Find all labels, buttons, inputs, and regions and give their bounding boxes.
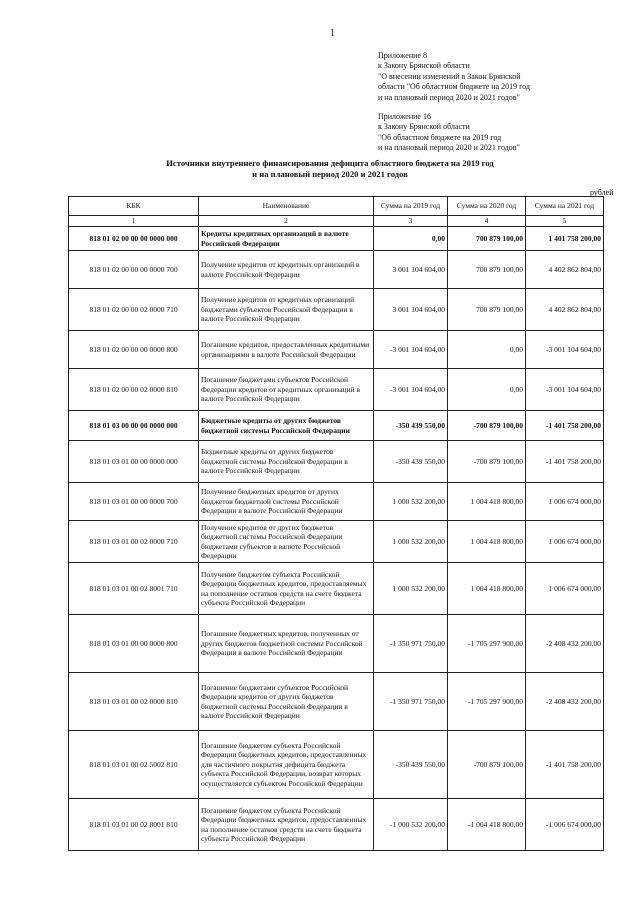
financing-sources-table [68, 196, 604, 851]
name-cell: Получение кредитов от кредитных организаций в валюте Российской Федерации [199, 251, 374, 289]
table-row [69, 441, 604, 483]
header-sum-2019: Сумма на 2019 год [374, 197, 448, 216]
table-row [69, 731, 604, 799]
sum-2021-cell: 4 402 862 804,00 [526, 251, 604, 289]
sum-2020-cell: -1 004 418 800,00 [448, 799, 526, 851]
name-cell: Получение бюджетных кредитов от других бюджетов бюджетной системы Российской Федерации в валюте Российской Федерации [199, 483, 374, 521]
document-title [150, 158, 510, 180]
name-cell: Погашение бюджетами субъектов Российской Федерации кредитов от других бюджетов бюджетной системы Российской Федерации в валюте Российской Федерации [199, 673, 374, 731]
column-number: 4 [448, 216, 526, 227]
kbk-cell: 818 01 02 00 00 00 0000 800 [69, 331, 199, 369]
sum-2019-cell: 0,00 [374, 227, 448, 251]
title-line: и на плановый период 2020 и 2021 годов [252, 169, 408, 179]
name-cell: Погашение бюджетом субъекта Российской Федерации бюджетных кредитов, предоставленных на пополнение остатков средств на счете бюджета субъекта Российской Федерации [199, 799, 374, 851]
appendix-16-line: к Закону Брянской области [378, 122, 470, 132]
sum-2021-cell: 1 006 674 000,00 [526, 483, 604, 521]
sum-2020-cell: 1 004 418 800,00 [448, 563, 526, 615]
sum-2019-cell: -350 439 550,00 [374, 731, 448, 799]
sum-2019-cell: 1 000 532 200,00 [374, 521, 448, 563]
appendix-16-line: и на плановый период 2020 и 2021 годов" [378, 143, 520, 153]
sum-2020-cell: 0,00 [448, 331, 526, 369]
table-row [69, 483, 604, 521]
kbk-cell: 818 01 02 00 00 00 0000 000 [69, 227, 199, 251]
kbk-cell: 818 01 03 01 00 02 5002 810 [69, 731, 199, 799]
kbk-cell: 818 01 03 01 00 02 8001 810 [69, 799, 199, 851]
sum-2021-cell: -2 408 432 200,00 [526, 615, 604, 673]
sum-2019-cell: -350 439 550,00 [374, 441, 448, 483]
column-number: 2 [199, 216, 374, 227]
table-row [69, 289, 604, 331]
table-row [69, 227, 604, 251]
sum-2019-cell: -3 001 104 604,00 [374, 331, 448, 369]
sum-2020-cell: -1 705 297 900,00 [448, 615, 526, 673]
table-header-row [69, 197, 604, 216]
sum-2021-cell: -1 401 758 200,00 [526, 731, 604, 799]
column-number-row [69, 216, 604, 227]
table-body [69, 227, 604, 851]
sum-2021-cell: -1 401 758 200,00 [526, 411, 604, 441]
appendix-16-note [378, 112, 520, 154]
appendix-16-line: Приложение 16 [378, 112, 431, 121]
appendix-8-line: к Закону Брянской области [378, 61, 470, 71]
sum-2020-cell: -700 879 100,00 [448, 731, 526, 799]
sum-2020-cell: 0,00 [448, 369, 526, 411]
sum-2019-cell: -3 001 104 604,00 [374, 369, 448, 411]
table-row [69, 411, 604, 441]
table-row [69, 369, 604, 411]
header-sum-2020: Сумма на 2020 год [448, 197, 526, 216]
kbk-cell: 818 01 03 01 00 02 8001 710 [69, 563, 199, 615]
sum-2021-cell: -2 408 432 200,00 [526, 673, 604, 731]
table-row [69, 331, 604, 369]
header-kbk: КБК [69, 197, 199, 216]
sum-2020-cell: 1 004 418 800,00 [448, 483, 526, 521]
sum-2021-cell: 1 006 674 000,00 [526, 563, 604, 615]
sum-2019-cell: -350 439 550,00 [374, 411, 448, 441]
title-line: Источники внутреннего финансирования дефицита областного бюджета на 2019 год [166, 158, 494, 168]
kbk-cell: 818 01 03 01 00 00 0000 000 [69, 441, 199, 483]
sum-2020-cell: 700 879 100,00 [448, 227, 526, 251]
kbk-cell: 818 01 03 00 00 00 0000 000 [69, 411, 199, 441]
name-cell: Погашение бюджетами субъектов Российской Федерации кредитов от кредитных организаций в валюте Российской Федерации [199, 369, 374, 411]
name-cell: Получение кредитов от других бюджетов бюджетной системы Российской Федерации бюджетами субъектов в валюте Российской Федерации [199, 521, 374, 563]
sum-2021-cell: 1 006 674 000,00 [526, 521, 604, 563]
table-row [69, 521, 604, 563]
name-cell: Бюджетные кредиты от других бюджетов бюджетной системы Российской Федерации [199, 411, 374, 441]
sum-2019-cell: 1 000 532 200,00 [374, 563, 448, 615]
table-row [69, 563, 604, 615]
sum-2021-cell: 4 402 862 804,00 [526, 289, 604, 331]
column-number: 1 [69, 216, 199, 227]
name-cell: Погашение бюджетных кредитов, полученных от других бюджетов бюджетной системы Российской Федерации в валюте Российской Федерации [199, 615, 374, 673]
kbk-cell: 818 01 03 01 00 02 0000 810 [69, 673, 199, 731]
sum-2021-cell: -3 001 104 604,00 [526, 369, 604, 411]
kbk-cell: 818 01 03 01 00 02 0000 710 [69, 521, 199, 563]
appendix-8-line: и на плановый период 2020 и 2021 годов" [378, 92, 520, 102]
name-cell: Погашение бюджетом субъекта Российской Федерации бюджетных кредитов, предоставленных для частичного покрытия дефицита бюджета субъекта Российской Федерации, возврат которых осуществляется субъектом Российской Федерации [199, 731, 374, 799]
sum-2021-cell: 1 401 758 200,00 [526, 227, 604, 251]
sum-2019-cell: -1 350 971 750,00 [374, 615, 448, 673]
sum-2021-cell: -1 401 758 200,00 [526, 441, 604, 483]
kbk-cell: 818 01 03 01 00 00 0000 800 [69, 615, 199, 673]
appendix-16-line: "Об областном бюджете на 2019 год [378, 132, 502, 142]
header-name: Наименование [199, 197, 374, 216]
kbk-cell: 818 01 02 00 00 02 0000 710 [69, 289, 199, 331]
kbk-cell: 818 01 02 00 00 02 0000 810 [69, 369, 199, 411]
name-cell: Получение бюджетом субъекта Российской Федерации бюджетных кредитов, предоставляемых на пополнение остатков средств на счете бюджета субъекта Российской Федерации [199, 563, 374, 615]
sum-2021-cell: -1 006 674 000,00 [526, 799, 604, 851]
sum-2020-cell: -1 705 297 900,00 [448, 673, 526, 731]
table-row [69, 799, 604, 851]
name-cell: Получение кредитов от кредитных организаций бюджетами субъектов Российской Федерации в валюте Российской Федерации [199, 289, 374, 331]
table-row [69, 615, 604, 673]
column-number: 5 [526, 216, 604, 227]
name-cell: Кредиты кредитных организаций в валюте Российской Федерации [199, 227, 374, 251]
sum-2020-cell: -700 879 100,00 [448, 411, 526, 441]
sum-2019-cell: 3 001 104 604,00 [374, 289, 448, 331]
sum-2019-cell: 1 000 532 200,00 [374, 483, 448, 521]
sum-2020-cell: -700 879 100,00 [448, 441, 526, 483]
appendix-8-note [378, 51, 530, 103]
appendix-8-line: "О внесении изменений в Закон Брянской [378, 71, 521, 81]
column-number: 3 [374, 216, 448, 227]
appendix-8-line: Приложение 8 [378, 51, 427, 60]
header-sum-2021: Сумма на 2021 год [526, 197, 604, 216]
appendix-8-line: области "Об областном бюджете на 2019 год [378, 82, 530, 92]
sum-2019-cell: -1 000 532 200,00 [374, 799, 448, 851]
table-row [69, 673, 604, 731]
sum-2020-cell: 700 879 100,00 [448, 289, 526, 331]
name-cell: Бюджетные кредиты от других бюджетов бюджетной системы Российской Федерации в валюте Российской Федерации [199, 441, 374, 483]
sum-2019-cell: -1 350 971 750,00 [374, 673, 448, 731]
sum-2020-cell: 1 004 418 800,00 [448, 521, 526, 563]
sum-2021-cell: -3 001 104 604,00 [526, 331, 604, 369]
page-number: 1 [330, 28, 335, 39]
units-label: рублей [590, 188, 614, 197]
kbk-cell: 818 01 03 01 00 00 0000 700 [69, 483, 199, 521]
sum-2020-cell: 700 879 100,00 [448, 251, 526, 289]
kbk-cell: 818 01 02 00 00 00 0000 700 [69, 251, 199, 289]
table-row [69, 251, 604, 289]
name-cell: Погашение кредитов, предоставленных кредитными организациями в валюте Российской Федерации [199, 331, 374, 369]
sum-2019-cell: 3 001 104 604,00 [374, 251, 448, 289]
